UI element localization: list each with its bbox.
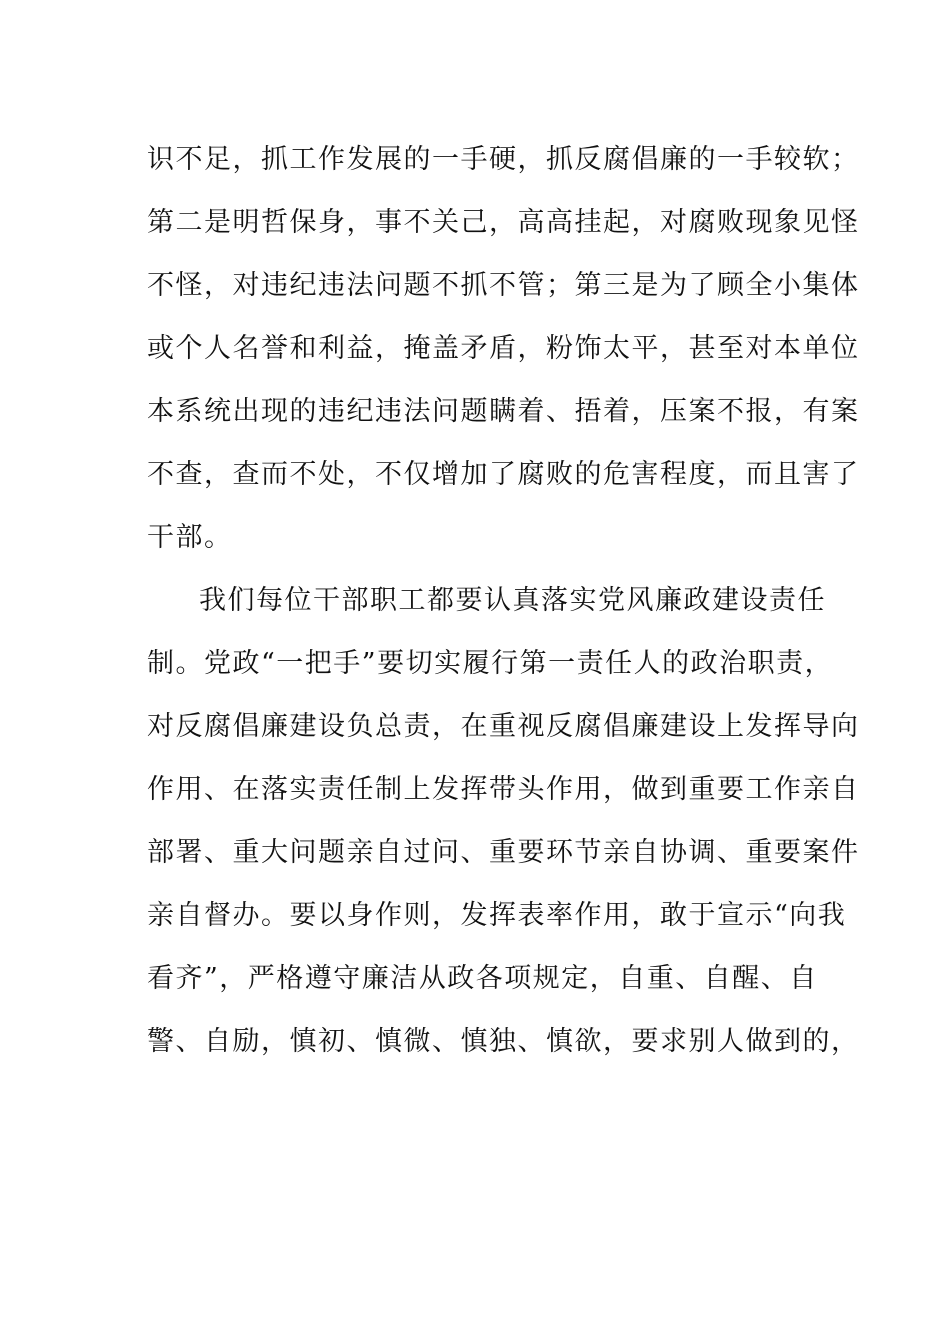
paragraph-1 — [147, 128, 860, 569]
paragraph-2 — [147, 569, 860, 1073]
text-line: 本系统出现的违纪违法问题瞒着、捂着，压案不报，有案 — [147, 396, 860, 427]
text-line: 干部。 — [147, 522, 233, 553]
text-line: 亲自督办。要以身作则，发挥表率作用，敢于宣示“向我 — [147, 900, 847, 931]
text-line: 识不足，抓工作发展的一手硬，抓反腐倡廉的一手较软； — [147, 144, 860, 175]
text-line: 第二是明哲保身，事不关己，高高挂起，对腐败现象见怪 — [147, 207, 860, 238]
text-line: 对反腐倡廉建设负总责，在重视反腐倡廉建设上发挥导向 — [147, 711, 860, 742]
text-line: 或个人名誉和利益，掩盖矛盾，粉饰太平，甚至对本单位 — [147, 333, 860, 364]
text-line: 不查，查而不处，不仅增加了腐败的危害程度，而且害了 — [147, 459, 860, 490]
text-line: 制。党政“一把手”要切实履行第一责任人的政治职责， — [147, 648, 834, 679]
text-line-indented: 我们每位干部职工都要认真落实党风廉政建设责任 — [199, 585, 826, 616]
text-line: 作用、在落实责任制上发挥带头作用，做到重要工作亲自 — [147, 774, 860, 805]
text-line: 看齐”，严格遵守廉洁从政各项规定，自重、自醒、自 — [147, 963, 818, 994]
document-body — [147, 128, 860, 1073]
text-line: 不怪，对违纪违法问题不抓不管；第三是为了顾全小集体 — [147, 270, 860, 301]
text-line: 部署、重大问题亲自过问、重要环节亲自协调、重要案件 — [147, 837, 860, 868]
text-line: 警、自励，慎初、慎微、慎独、慎欲，要求别人做到的， — [147, 1026, 860, 1057]
